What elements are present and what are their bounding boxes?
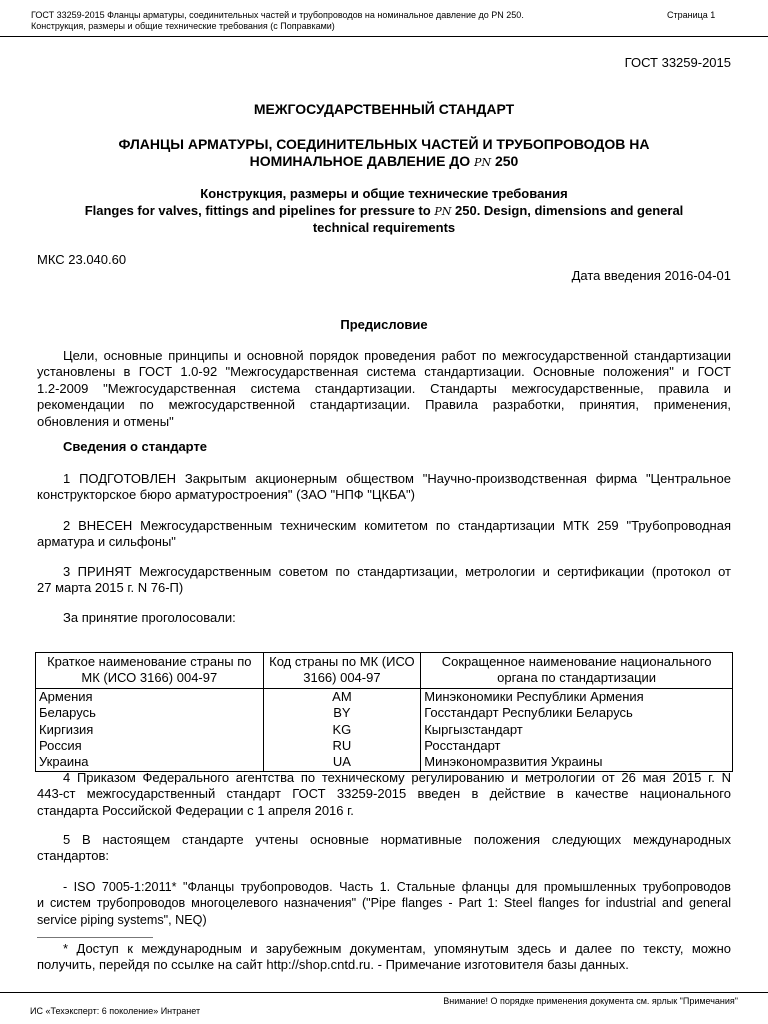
- title-ru-value: 250: [494, 153, 519, 169]
- page-footer: [0, 992, 768, 1016]
- text-line: рекомендации по межгосударственной стандартизации. Правила разработки, принятия, применения,: [37, 397, 731, 413]
- footer-system-name: ИС «Техэксперт: 6 поколение» Интранет: [30, 1006, 201, 1016]
- text-line: обновления и отмены": [37, 413, 174, 429]
- table-cell-body: Росстандарт: [421, 738, 733, 754]
- table-row: [36, 722, 733, 738]
- title-ru-text: НОМИНАЛЬНОЕ ДАВЛЕНИЕ ДО: [249, 153, 471, 169]
- info-heading: Сведения о стандарте: [63, 439, 208, 454]
- table-cell-code: KG: [263, 722, 421, 738]
- foreword-paragraph-1: [37, 348, 731, 430]
- table-cell-country: Украина: [36, 754, 264, 771]
- table-header-row: [36, 653, 733, 689]
- table-cell-code: UA: [263, 754, 421, 771]
- footer-notice-link[interactable]: Внимание! О порядке применения документа см. ярлык "Примечания": [443, 996, 738, 1006]
- item-1: [37, 471, 731, 504]
- doc-subtitle-ru: Конструкция, размеры и общие технические требования: [200, 186, 568, 201]
- text-line: и систем трубопроводов многоцелевого назначения" ("Pipe flanges - Part 1: Steel flanges for industrial and general: [37, 896, 731, 911]
- page-number: Страница 1: [667, 10, 716, 20]
- header-title-line-1: ГОСТ 33259-2015 Фланцы арматуры, соединительных частей и трубопроводов на номинальное давление до PN 250.: [31, 10, 524, 20]
- text-line: арматура и сильфоны": [37, 534, 176, 550]
- table-row: [36, 754, 733, 771]
- table-header-code: Код страны по МК (ИСО 3166) 004-97: [263, 653, 421, 689]
- table-cell-body: Минэкономики Республики Армения: [421, 688, 733, 705]
- table-cell-country: Беларусь: [36, 705, 264, 721]
- item-3: [37, 564, 731, 597]
- foreword-heading: Предисловие: [340, 317, 428, 332]
- doc-title-ru-line-1: ФЛАНЦЫ АРМАТУРЫ, СОЕДИНИТЕЛЬНЫХ ЧАСТЕЙ И ТРУБОПРОВОДОВ НА: [118, 136, 650, 152]
- text-line: service piping systems", NEQ): [37, 912, 207, 927]
- table-cell-country: Киргизия: [36, 722, 264, 738]
- voted-label: За принятие проголосовали:: [63, 610, 236, 625]
- title-en-text: Flanges for valves, fittings and pipelines for pressure to: [84, 203, 431, 218]
- table-row: [36, 705, 733, 721]
- text-line: 1 ПОДГОТОВЛЕН Закрытым акционерным обществом "Научно-производственная фирма "Центральное: [63, 471, 731, 486]
- table-cell-body: Минэкономразвития Украины: [421, 754, 733, 771]
- table-cell-body: Кыргызстандарт: [421, 722, 733, 738]
- text-line: 1.2-2009 "Межгосударственная система стандартизации. Стандарты межгосударственные, правила и: [37, 380, 731, 396]
- text-line: конструкторское бюро арматуростроения" (ЗАО "НПФ "ЦКБА"): [37, 487, 415, 503]
- table-cell-body: Госстандарт Республики Беларусь: [421, 705, 733, 721]
- pn-symbol-en: PN: [434, 205, 452, 218]
- pn-symbol: PN: [474, 156, 492, 169]
- text-line: Цели, основные принципы и основной порядок проведения работ по межгосударственной стандартизации: [63, 348, 731, 363]
- footnote: [37, 941, 731, 974]
- mks-code: МКС 23.040.60: [37, 252, 127, 267]
- item-4: [37, 770, 731, 819]
- text-line: установлены в ГОСТ 1.0-92 "Межгосударственная система стандартизации. Основные положения" и ГОСТ: [37, 364, 731, 380]
- text-line: 443-ст межгосударственный стандарт ГОСТ 33259-2015 введен в действие в качестве национального: [37, 786, 731, 802]
- table-cell-code: AM: [263, 688, 421, 705]
- table-cell-country: Россия: [36, 738, 264, 754]
- page-header: [0, 0, 768, 37]
- footnote-divider: [37, 937, 153, 938]
- doc-type-title: МЕЖГОСУДАРСТВЕННЫЙ СТАНДАРТ: [253, 101, 515, 117]
- text-line: 4 Приказом Федерального агентства по техническому регулированию и метрологии от 26 мая 2015 г. N: [63, 770, 731, 785]
- table-row: [36, 688, 733, 705]
- text-line: 3 ПРИНЯТ Межгосударственным советом по стандартизации, метрологии и сертификации (протокол от: [63, 564, 731, 579]
- item-2: [37, 518, 731, 551]
- text-line: получить, перейдя по ссылке на сайт http://shop.cntd.ru. - Примечание изготовителя базы данных.: [37, 957, 629, 973]
- text-line: 2 ВНЕСЕН Межгосударственным техническим комитетом по стандартизации МТК 259 "Трубопроводная: [63, 518, 731, 533]
- table-header-body: Сокращенное наименование национального органа по стандартизации: [421, 653, 733, 689]
- doc-title-en-line-2: technical requirements: [312, 220, 456, 235]
- text-line: 27 марта 2015 г. N 76-П): [37, 580, 184, 596]
- table-row: [36, 738, 733, 754]
- table-cell-country: Армения: [36, 688, 264, 705]
- intro-date: Дата введения 2016-04-01: [571, 268, 731, 283]
- doc-code: ГОСТ 33259-2015: [624, 55, 731, 70]
- text-line: - ISO 7005-1:2011* "Фланцы трубопроводов. Часть 1. Стальные фланцы для промышленных трубопроводов: [63, 880, 731, 894]
- header-title-line-2: Конструкция, размеры и общие технические требования (с Поправками): [31, 21, 335, 31]
- iso-reference: [37, 879, 731, 928]
- table-cell-code: RU: [263, 738, 421, 754]
- text-line: * Доступ к международным и зарубежным документам, упомянутым здесь и далее по тексту, можно: [63, 941, 731, 956]
- table-cell-code: BY: [263, 705, 421, 721]
- doc-title-en-line-1: [0, 203, 768, 218]
- item-5: [37, 832, 731, 865]
- text-line: 5 В настоящем стандарте учтены основные нормативные положения следующих международных: [63, 832, 731, 847]
- text-line: стандарта Российской Федерации с 1 апреля 2016 г.: [37, 802, 354, 818]
- voting-table: [35, 652, 733, 772]
- title-en-text-2: 250. Design, dimensions and general: [455, 203, 684, 218]
- doc-title-ru-line-2: [0, 153, 768, 169]
- text-line: стандартов:: [37, 848, 110, 864]
- table-header-country: Краткое наименование страны по МК (ИСО 3166) 004-97: [36, 653, 264, 689]
